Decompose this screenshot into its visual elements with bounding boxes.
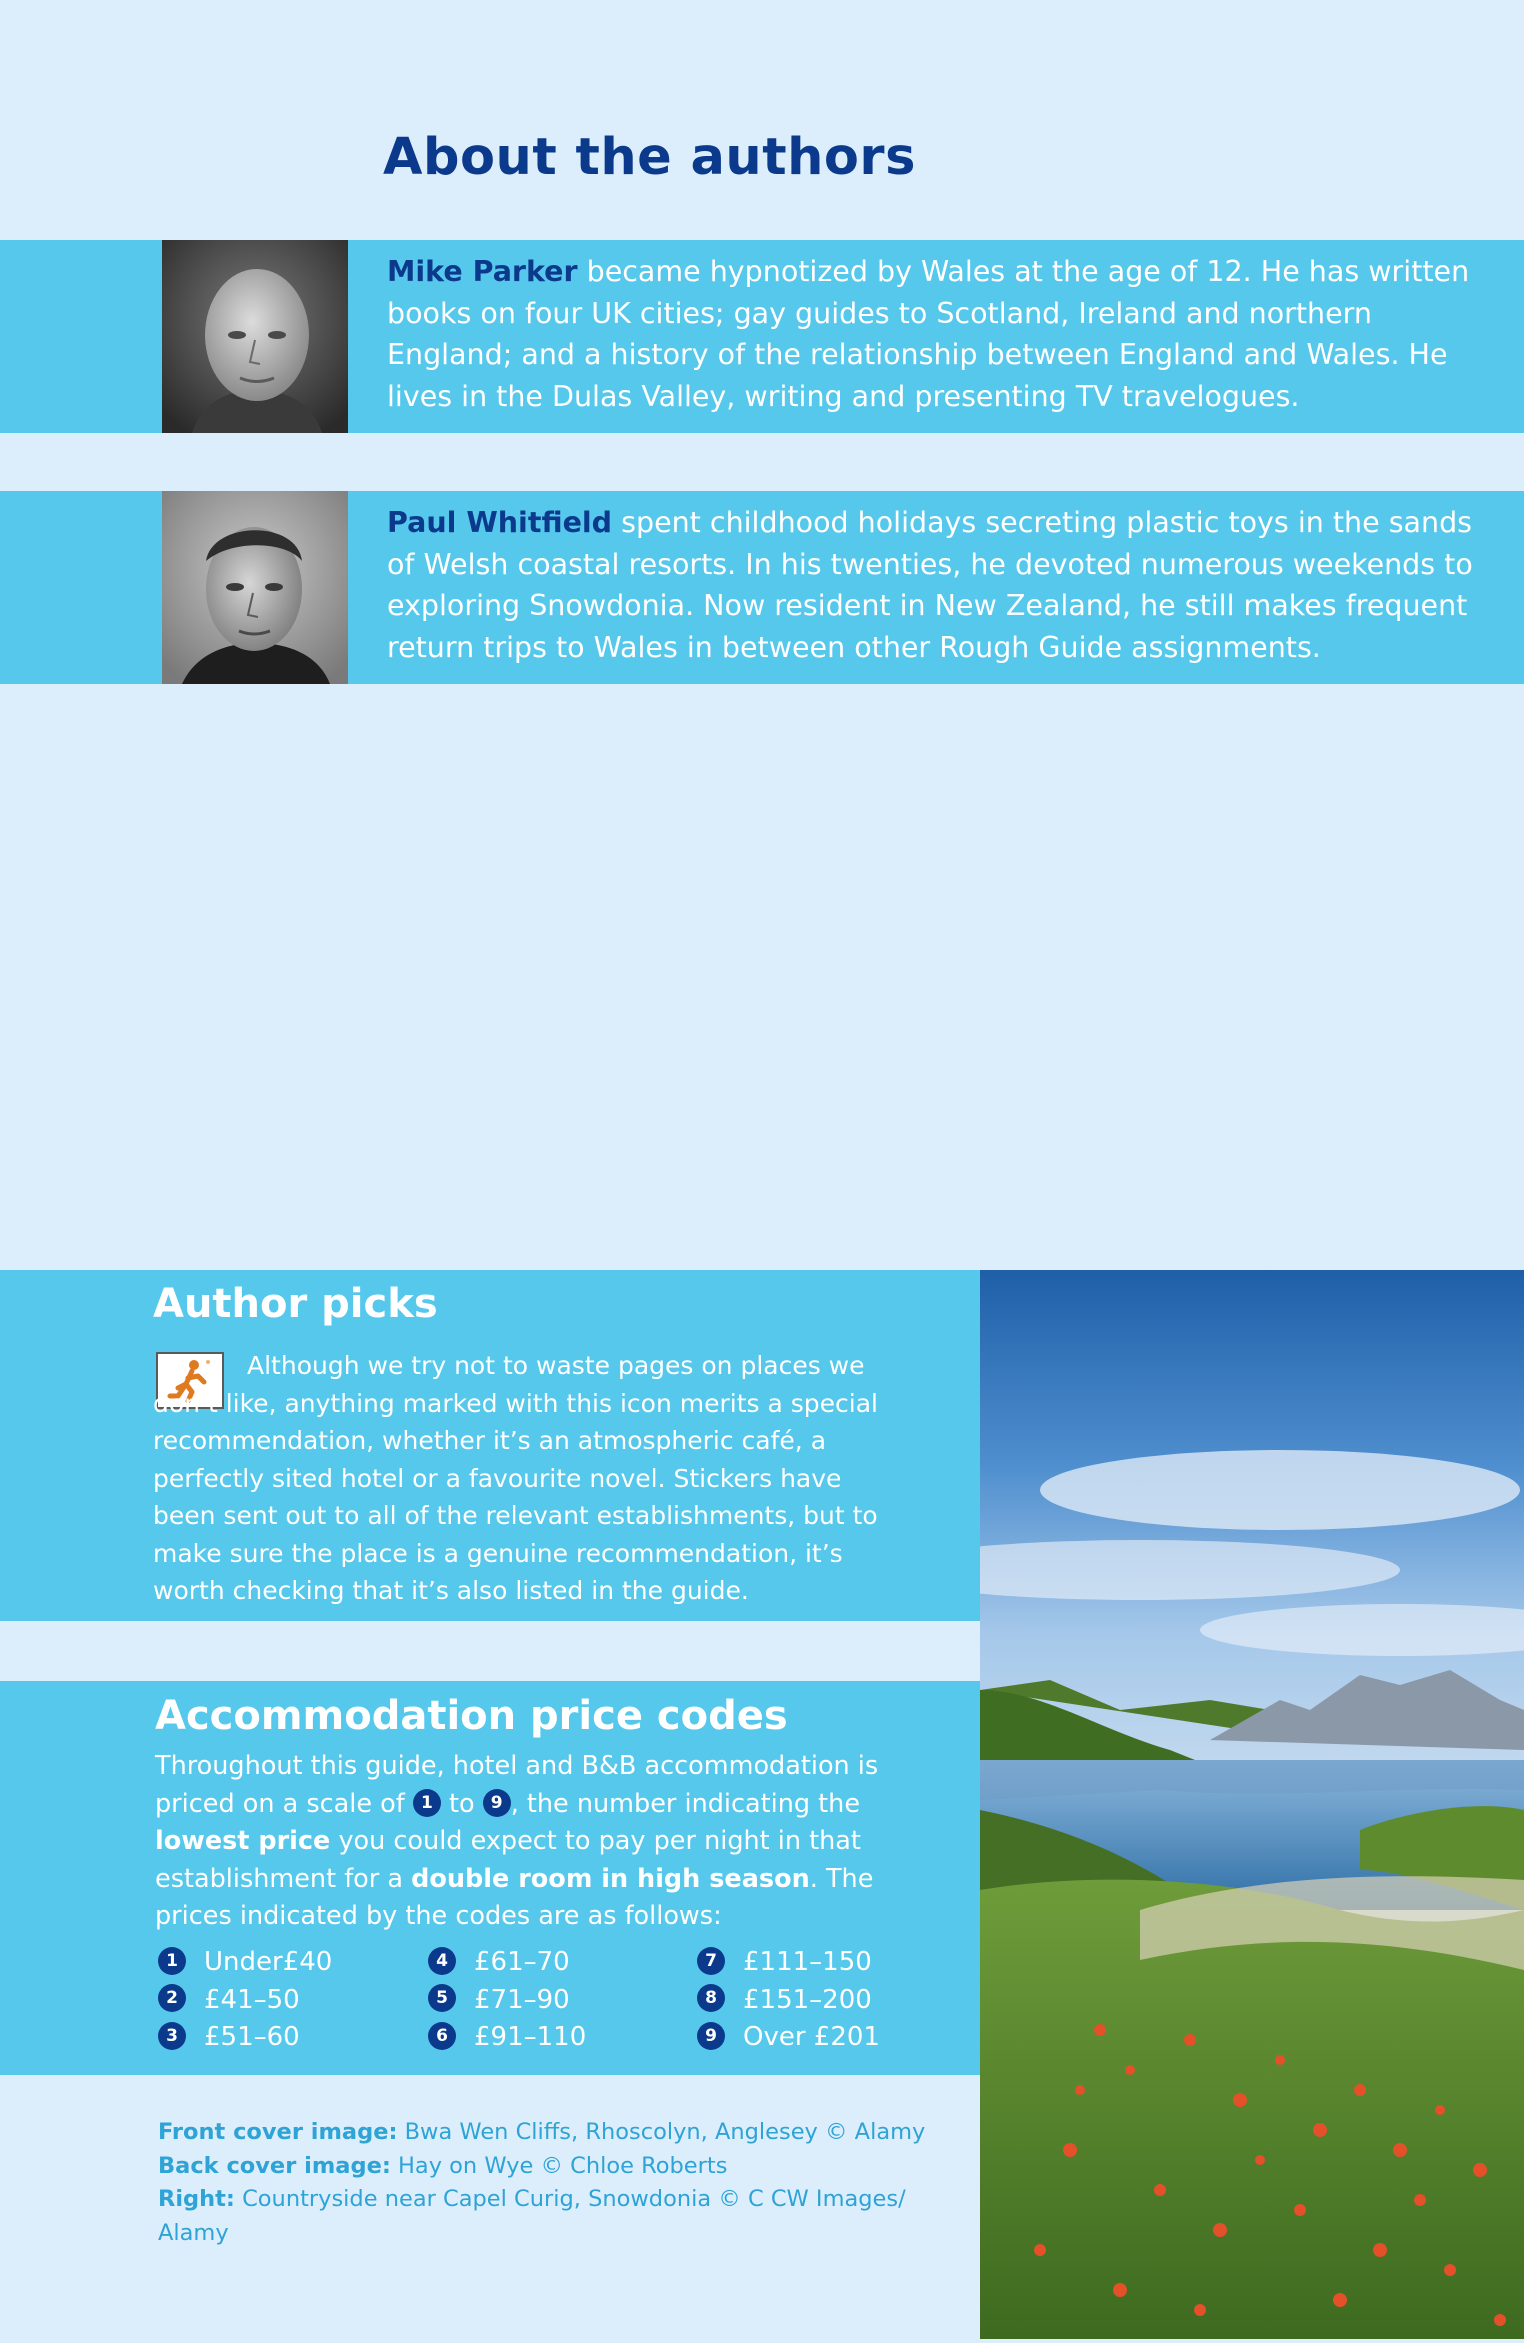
price-code-row (697, 2019, 947, 2057)
price-code-badge: 8 (697, 1984, 725, 2012)
price-code-row (158, 2019, 408, 2057)
price-code-row (428, 1982, 678, 2020)
intro-text: you could expect to pay per night in that establishment for a (155, 1826, 861, 1894)
credit-line (158, 2116, 978, 2150)
image-credits (158, 2116, 978, 2250)
author-bio-mike-parker (387, 251, 1497, 417)
price-code-badge: 1 (158, 1947, 186, 1975)
price-code-row (158, 1982, 408, 2020)
price-code-row (697, 1944, 947, 1982)
price-codes-column-1 (158, 1944, 408, 2057)
intro-bold-text: double room in high season (411, 1863, 810, 1894)
price-code-row (697, 1982, 947, 2020)
author-bio-text: spent childhood holidays secreting plastic toys in the sands of Welsh coastal resorts. In his twenties, he devoted numerous weekends to exploring Snowdonia. Now resident in New Zealand, he still makes frequent return trips to Wales in between other Rough Guide assignments. (387, 506, 1473, 664)
price-code-badge: 2 (158, 1984, 186, 2012)
price-code-badge: 3 (158, 2022, 186, 2050)
price-value: £51–60 (204, 2022, 300, 2052)
credit-label: Back cover image: (158, 2152, 391, 2179)
author-picks-title: Author picks (153, 1281, 438, 1327)
price-code-badge: 4 (428, 1947, 456, 1975)
credit-text: Countryside near Capel Curig, Snowdonia © C CW Images/ Alamy (158, 2186, 906, 2246)
intro-bold-text: lowest price (155, 1826, 331, 1856)
credit-line (158, 2150, 978, 2184)
price-code-badge: 6 (428, 2022, 456, 2050)
price-value: £111–150 (743, 1947, 872, 1977)
price-code-badge: 5 (428, 1984, 456, 2012)
author-photo-mike-parker (162, 240, 348, 433)
price-value: £151–200 (743, 1984, 872, 2015)
intro-text: Throughout this guide, hotel and B&B accommodation is priced on a scale of (155, 1751, 879, 1819)
credit-text: Bwa Wen Cliffs, Rhoscolyn, Anglesey © Alamy (404, 2119, 926, 2145)
landscape-photo (980, 1270, 1524, 2339)
intro-text: , the number indicating the (510, 1788, 861, 1819)
price-code-badge: 9 (697, 2022, 725, 2050)
intro-text: to (448, 1788, 475, 1819)
price-value: £91–110 (474, 2022, 587, 2052)
price-code-badge: 1 (413, 1789, 441, 1817)
price-codes-column-2 (428, 1944, 678, 2057)
author-picks-text (153, 1347, 903, 1610)
price-code-badge: 9 (483, 1789, 511, 1817)
credit-text: Hay on Wye © Chloe Roberts (397, 2152, 728, 2179)
accommodation-intro (155, 1748, 925, 1936)
price-value: Under£40 (204, 1947, 333, 1977)
author-name: Paul Whitfield (387, 506, 613, 539)
credit-label: Right: (158, 2186, 235, 2212)
author-photo-paul-whitfield (162, 491, 348, 684)
price-codes-column-3 (697, 1944, 947, 2057)
price-value: £41–50 (204, 1984, 300, 2015)
price-code-row (428, 1944, 678, 1982)
price-code-badge: 7 (697, 1947, 725, 1975)
intro-text: . The prices indicated by the codes are as follows: (155, 1863, 874, 1931)
credit-label: Front cover image: (158, 2119, 398, 2145)
credit-line (158, 2183, 978, 2250)
author-bio-text: became hypnotized by Wales at the age of 12. He has written books on four UK cities; gay guides to Scotland, Ireland and northern England; and a history of the relationship between England and Wales. He lives in the Dulas Valley, writing and presenting TV travelogues. (387, 255, 1470, 413)
page-title: About the authors (383, 128, 916, 187)
price-code-row (158, 1944, 408, 1982)
price-code-row (428, 2019, 678, 2057)
accommodation-title: Accommodation price codes (155, 1693, 788, 1739)
price-value: £61–70 (474, 1947, 570, 1977)
author-name: Mike Parker (387, 255, 578, 288)
author-picks-text-body: Although we try not to waste pages on places we don’t like, anything marked with this icon merits a special recommendation, whether it’s an atmospheric café, a perfectly sited hotel or a favourite novel. Stickers have been sent out to all of the relevant establishments, but to make sure the place is a genuine recommendation, it’s worth checking that it’s also listed in the guide. (153, 1351, 878, 1605)
price-value: £71–90 (474, 1984, 570, 2015)
price-value: Over £201 (743, 2022, 880, 2052)
author-bio-paul-whitfield (387, 502, 1497, 668)
